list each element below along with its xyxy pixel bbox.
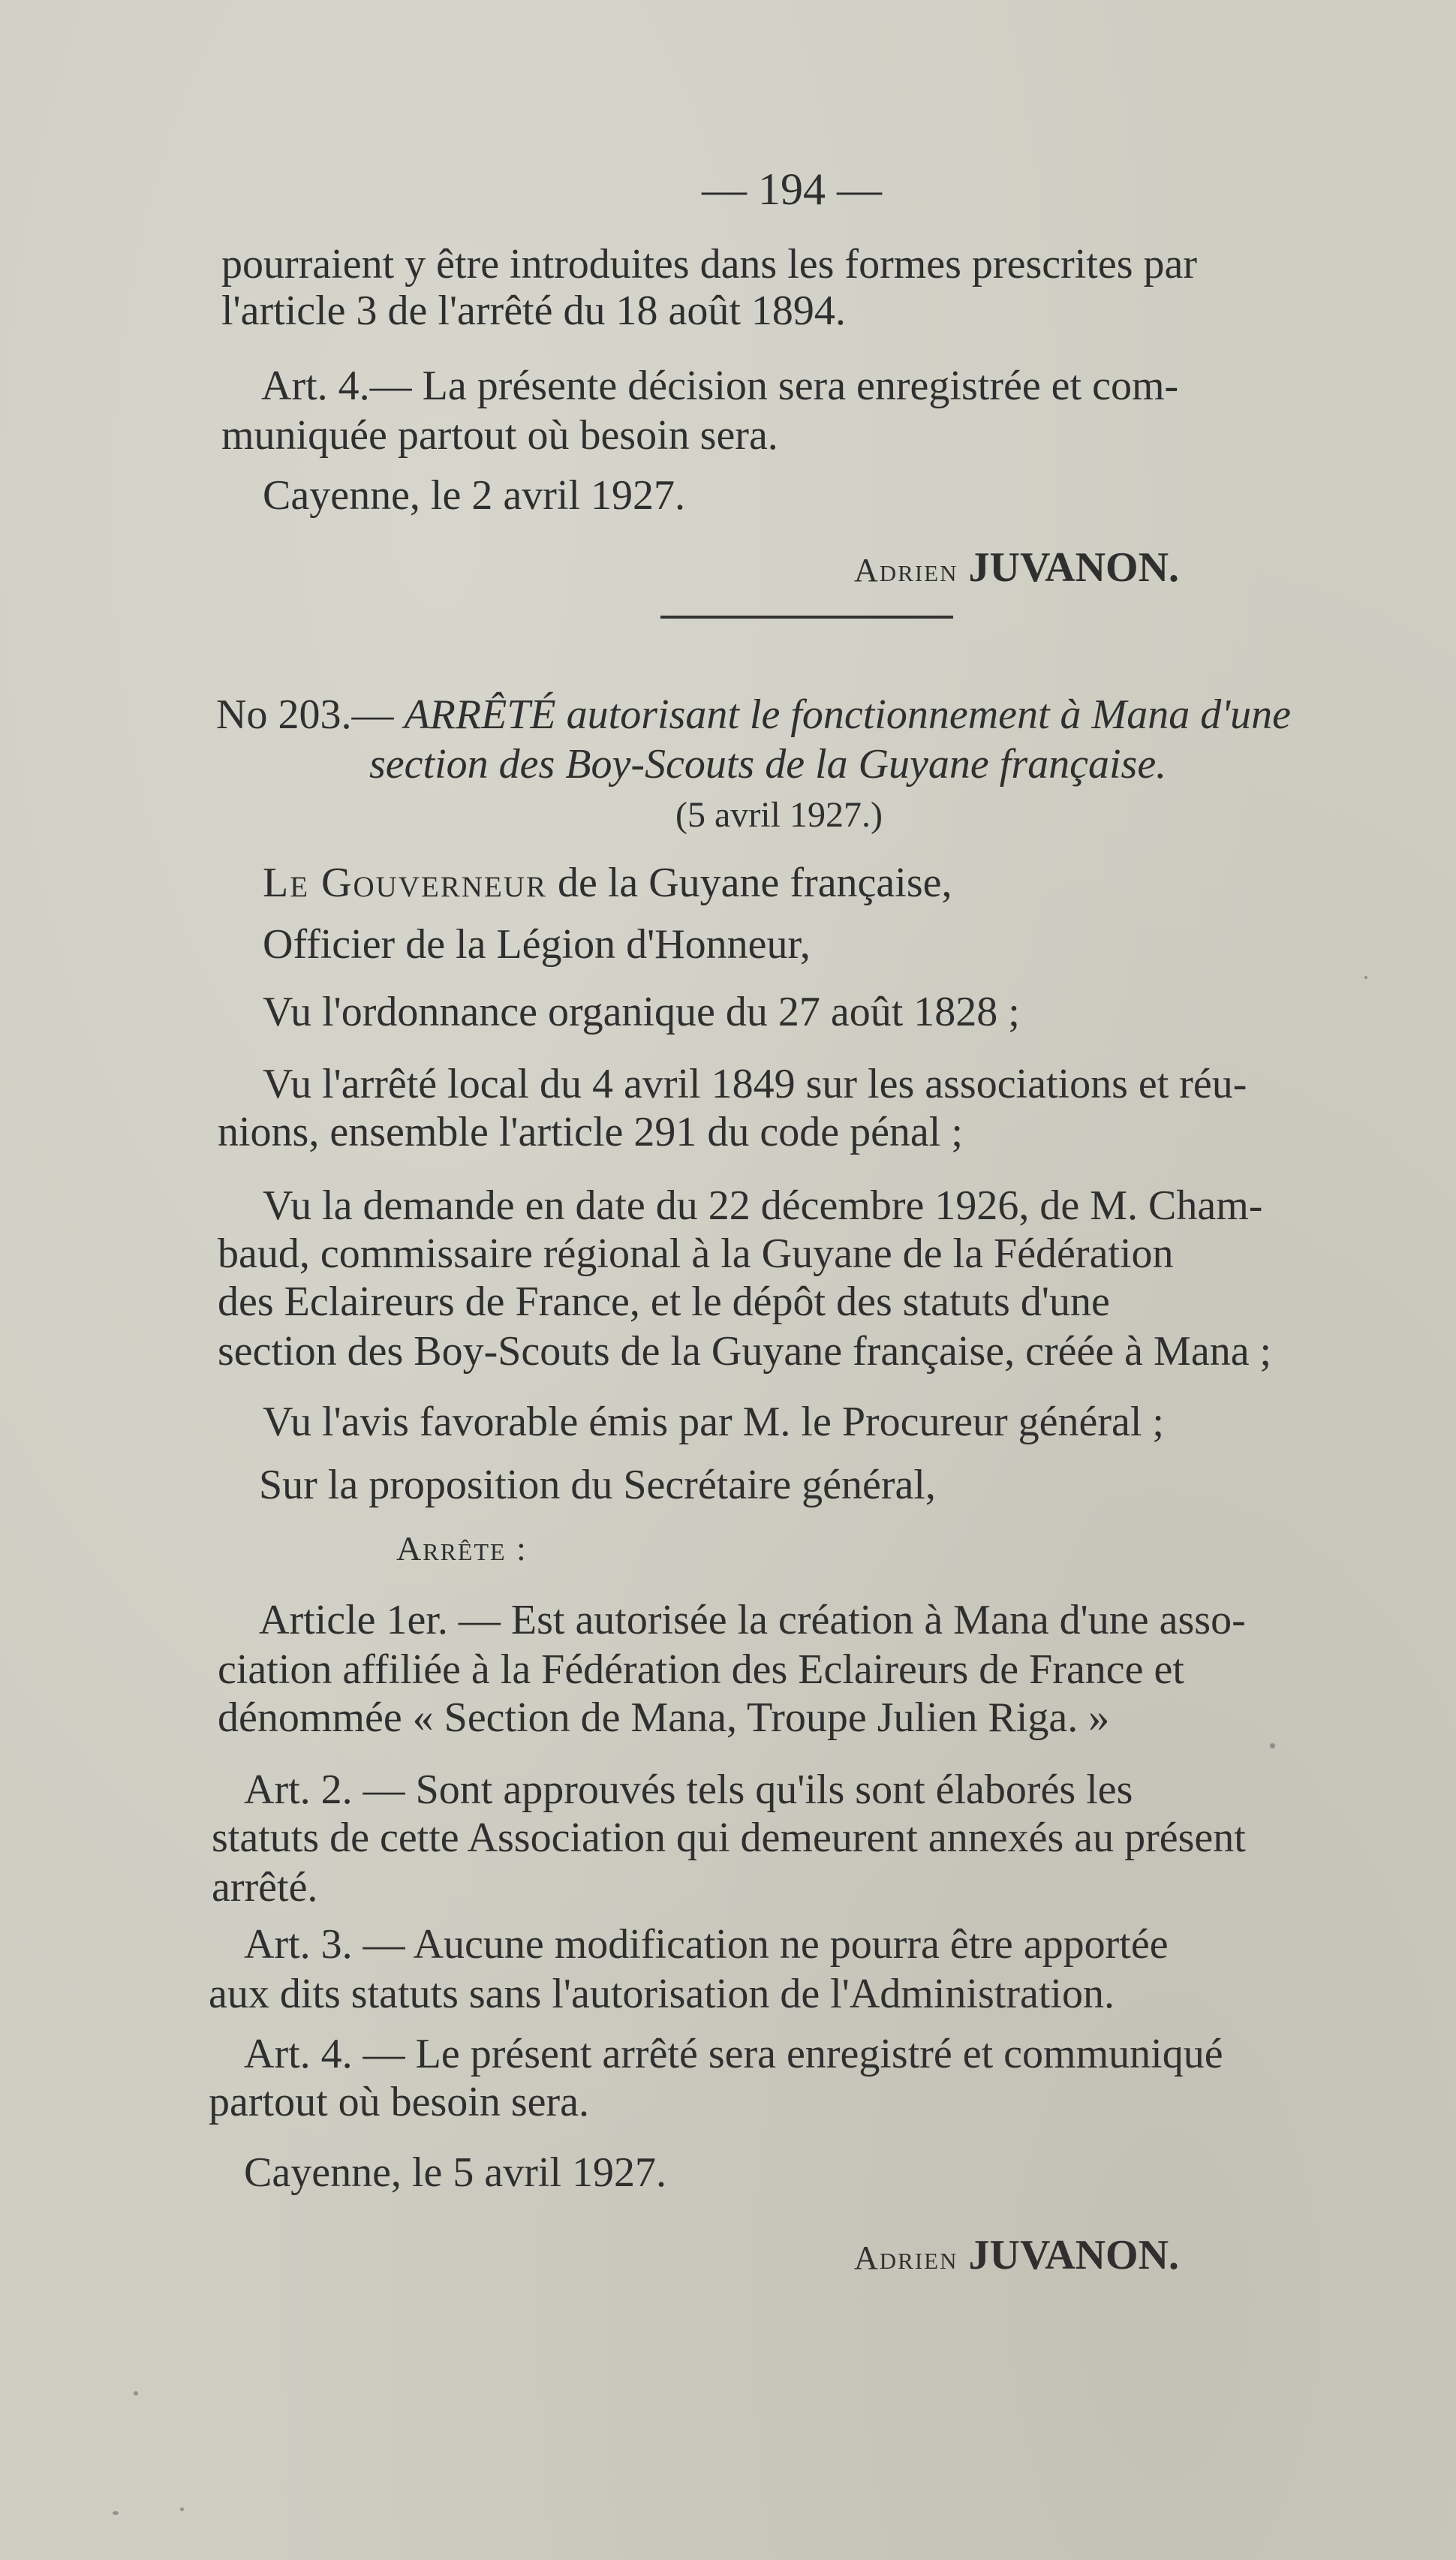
article-line: Art. 2. — Sont approuvés tels qu'ils sont élaborés les — [244, 1766, 1133, 1813]
considerant-line: des Eclaireurs de France, et le dépôt des statuts d'une — [218, 1278, 1110, 1325]
paper-speck — [1270, 1743, 1275, 1748]
considerant-line: section des Boy-Scouts de la Guyane française, créée à Mana ; — [218, 1328, 1272, 1375]
signature — [854, 2234, 1179, 2276]
decree-title-text: ARRÊTÉ autorisant le fonctionnement à Mana d'une — [404, 691, 1292, 738]
signature-last-name: JUVANON. — [968, 544, 1180, 591]
considerant-line: Vu l'avis favorable émis par M. le Procureur général ; — [263, 1399, 1164, 1445]
signature-last-name: JUVANON. — [968, 2232, 1180, 2278]
signature-first-name: Adrien — [854, 2239, 958, 2276]
issuer-rest: de la Guyane française, — [557, 860, 952, 906]
issuer-title: Le Gouverneur — [263, 860, 547, 906]
considerant-line: baud, commissaire régional à la Guyane de la Fédération — [218, 1230, 1174, 1277]
decree-title-line: section des Boy-Scouts de la Guyane française. — [369, 741, 1167, 788]
previous-place-date: Cayenne, le 2 avril 1927. — [263, 472, 685, 519]
article-line: Art. 4. — Le présent arrêté sera enregistré et communiqué — [244, 2031, 1223, 2077]
considerant-line: Vu l'ordonnance organique du 27 août 1828 ; — [263, 989, 1020, 1035]
previous-article-4-line: muniquée partout où besoin sera. — [221, 412, 778, 459]
issuer-line — [263, 862, 952, 904]
article-line: Art. 3. — Aucune modification ne pourra être apportée — [244, 1921, 1169, 1968]
decree-title-line — [216, 691, 1292, 738]
considerant-line: nions, ensemble l'article 291 du code pénal ; — [218, 1109, 963, 1155]
considerant-line: Vu l'arrêté local du 4 avril 1849 sur les associations et réu- — [263, 1061, 1247, 1107]
place-date: Cayenne, le 5 avril 1927. — [244, 2149, 666, 2196]
article-line: arrêté. — [212, 1864, 318, 1911]
issuer-rank: Officier de la Légion d'Honneur, — [263, 921, 811, 968]
continuation-line: pourraient y être introduites dans les formes prescrites par — [221, 241, 1198, 288]
article-line: Article 1er. — Est autorisée la création à Mana d'une asso- — [259, 1597, 1246, 1643]
article-line: ciation affiliée à la Fédération des Eclaireurs de France et — [218, 1646, 1184, 1693]
previous-article-4-line: Art. 4.— La présente décision sera enregistrée et com- — [261, 363, 1179, 409]
signature-first-name: Adrien — [854, 552, 958, 589]
article-line: aux dits statuts sans l'autorisation de l'Administration. — [209, 1971, 1115, 2017]
article-line: partout où besoin sera. — [209, 2079, 589, 2125]
considerant-line: Sur la proposition du Secrétaire général, — [259, 1462, 936, 1508]
paper-speck — [113, 2511, 119, 2515]
article-line: dénommée « Section de Mana, Troupe Julien Riga. » — [218, 1694, 1110, 1741]
decree-number: No 203.— — [216, 691, 394, 738]
decree-date: (5 avril 1927.) — [675, 795, 883, 835]
article-line: statuts de cette Association qui demeurent annexés au présent — [212, 1815, 1246, 1861]
section-divider — [660, 616, 953, 619]
previous-signature — [854, 544, 1180, 591]
continuation-line: l'article 3 de l'arrêté du 18 août 1894. — [221, 288, 846, 334]
considerant-line: Vu la demande en date du 22 décembre 1926, de M. Cham- — [263, 1182, 1263, 1229]
arrete-label: Arrête : — [396, 1529, 528, 1568]
paper-speck — [1364, 976, 1367, 979]
paper-speck — [134, 2391, 138, 2396]
paper-speck — [180, 2507, 184, 2511]
page-number: — 194 — — [702, 164, 882, 214]
